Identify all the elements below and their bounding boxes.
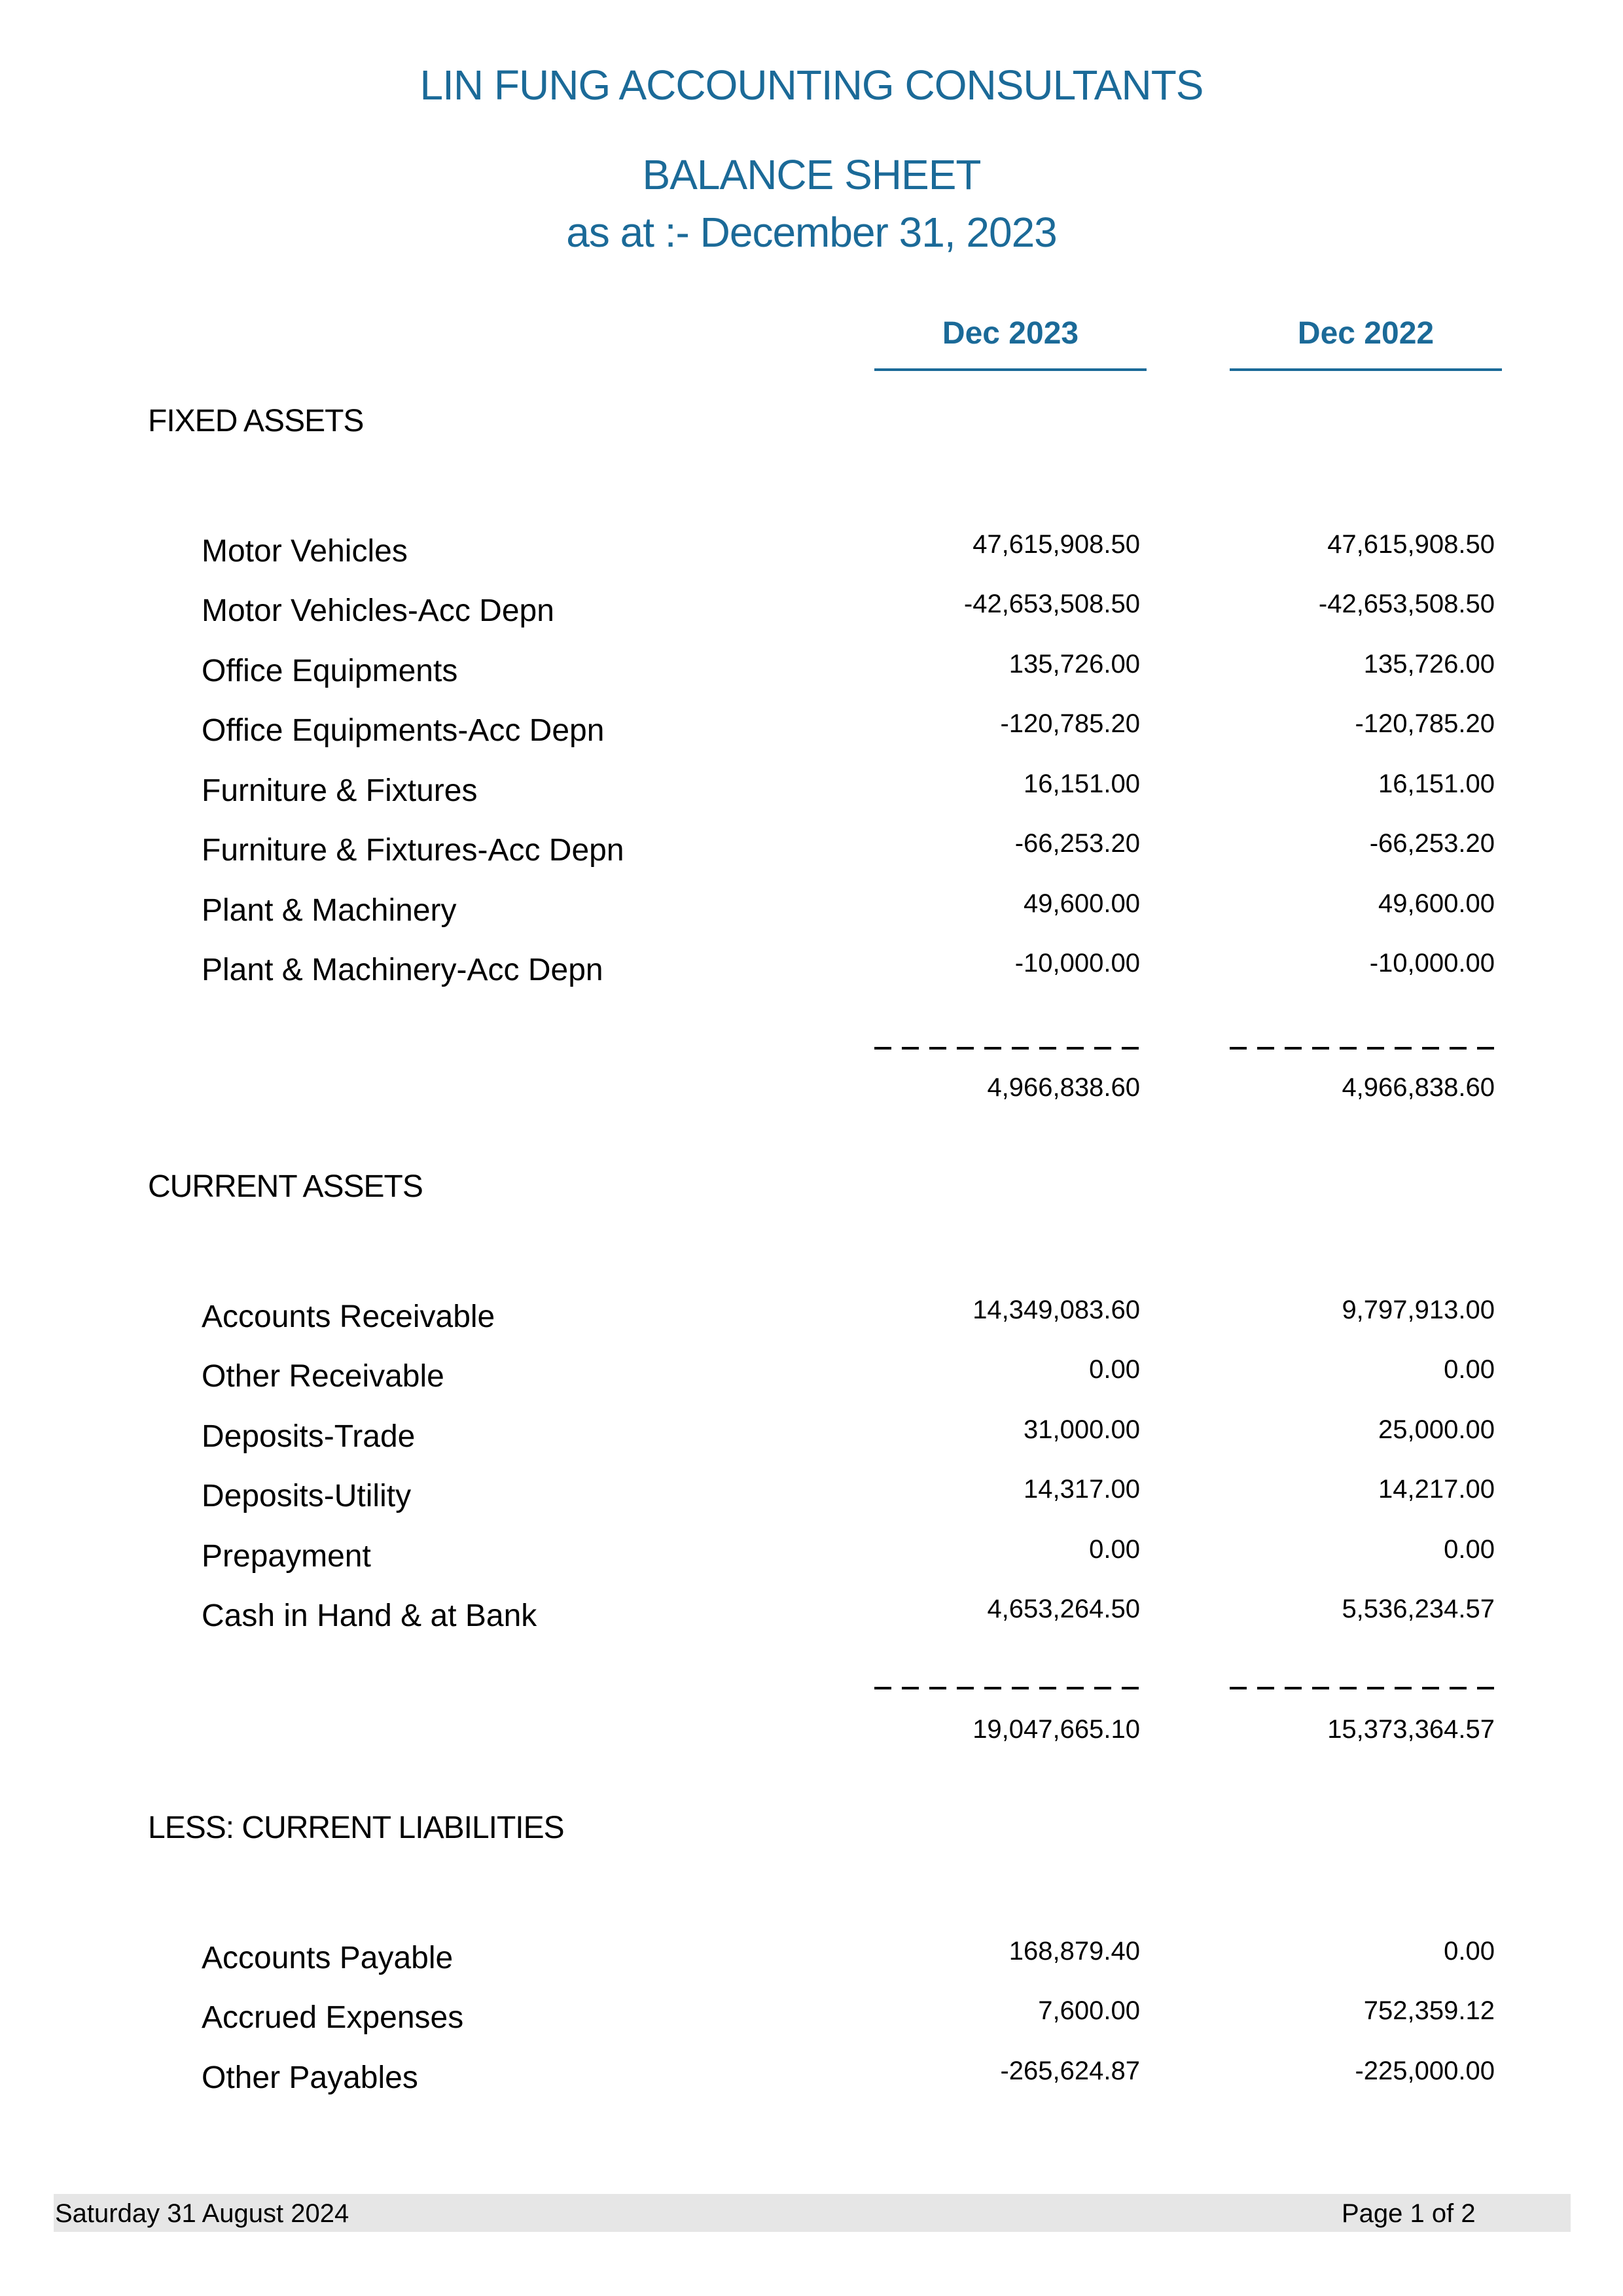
amount-prior: 752,359.12 [1363,1996,1495,2025]
company-name: LIN FUNG ACCOUNTING CONSULTANTS [419,62,1204,109]
subtotal-current: 19,047,665.10 [972,1715,1140,1744]
row-label: Accounts Receivable [202,1299,495,1334]
footer-page-number: Page 1 of 2 [1342,2199,1476,2228]
column-header-rule [874,368,1147,371]
amount-current: -265,624.87 [1000,2057,1140,2085]
amount-current: -42,653,508.50 [963,590,1140,618]
subtotal-rule [1230,1687,1497,1689]
amount-current: 14,349,083.60 [972,1296,1140,1324]
amount-prior: -225,000.00 [1355,2057,1495,2085]
row-label: Motor Vehicles [202,534,408,569]
amount-prior: -120,785.20 [1355,709,1495,738]
section-title-current-assets: CURRENT ASSETS [148,1169,423,1204]
amount-prior: -66,253.20 [1369,829,1495,858]
row-label: Deposits-Trade [202,1419,416,1454]
row-label: Furniture & Fixtures [202,773,478,808]
column-header-rule [1230,368,1502,371]
amount-prior: 0.00 [1444,1355,1495,1384]
amount-prior: 49,600.00 [1378,889,1495,918]
amount-prior: 9,797,913.00 [1342,1296,1495,1324]
subtotal-prior: 4,966,838.60 [1342,1073,1495,1102]
subtotal-rule [874,1687,1141,1689]
amount-current: 16,151.00 [1024,769,1140,798]
amount-current: 14,317.00 [1024,1475,1140,1504]
subtotal-rule [874,1047,1141,1050]
subtotal-prior: 15,373,364.57 [1327,1715,1495,1744]
column-header-prior: Dec 2022 [1297,316,1435,351]
amount-current: 47,615,908.50 [972,530,1140,559]
row-label: Motor Vehicles-Acc Depn [202,593,554,628]
row-label: Furniture & Fixtures-Acc Depn [202,833,624,868]
amount-current: 168,879.40 [1008,1937,1140,1966]
amount-current: 7,600.00 [1038,1996,1140,2025]
amount-prior: -10,000.00 [1369,949,1495,978]
amount-current: -66,253.20 [1014,829,1140,858]
amount-prior: 25,000.00 [1378,1415,1495,1444]
row-label: Deposits-Utility [202,1479,412,1513]
row-label: Plant & Machinery-Acc Depn [202,953,603,987]
amount-current: -120,785.20 [1000,709,1140,738]
amount-prior: 14,217.00 [1378,1475,1495,1504]
subtotal-current: 4,966,838.60 [987,1073,1140,1102]
row-label: Other Payables [202,2060,418,2095]
row-label: Prepayment [202,1539,371,1574]
row-label: Accounts Payable [202,1941,454,1975]
section-title-current-liabilities: LESS: CURRENT LIABILITIES [148,1810,564,1845]
amount-current: -10,000.00 [1014,949,1140,978]
amount-prior: 5,536,234.57 [1342,1595,1495,1623]
column-header-current: Dec 2023 [942,316,1079,351]
row-label: Cash in Hand & at Bank [202,1598,537,1633]
row-label: Accrued Expenses [202,2000,464,2035]
amount-prior: 47,615,908.50 [1327,530,1495,559]
amount-prior: -42,653,508.50 [1318,590,1495,618]
amount-current: 31,000.00 [1024,1415,1140,1444]
row-label: Plant & Machinery [202,893,457,928]
subtotal-rule [1230,1047,1497,1050]
row-label: Other Receivable [202,1359,444,1394]
amount-current: 49,600.00 [1024,889,1140,918]
row-label: Office Equipments [202,654,458,688]
amount-current: 0.00 [1089,1535,1140,1564]
amount-prior: 0.00 [1444,1937,1495,1966]
amount-current: 4,653,264.50 [987,1595,1140,1623]
amount-prior: 0.00 [1444,1535,1495,1564]
row-label: Office Equipments-Acc Depn [202,713,605,748]
amount-prior: 16,151.00 [1378,769,1495,798]
amount-current: 135,726.00 [1008,650,1140,679]
document-title: BALANCE SHEET [642,151,981,198]
document-date: as at :- December 31, 2023 [566,209,1057,256]
amount-prior: 135,726.00 [1363,650,1495,679]
amount-current: 0.00 [1089,1355,1140,1384]
section-title-fixed-assets: FIXED ASSETS [148,404,364,438]
footer-print-date: Saturday 31 August 2024 [55,2199,349,2228]
